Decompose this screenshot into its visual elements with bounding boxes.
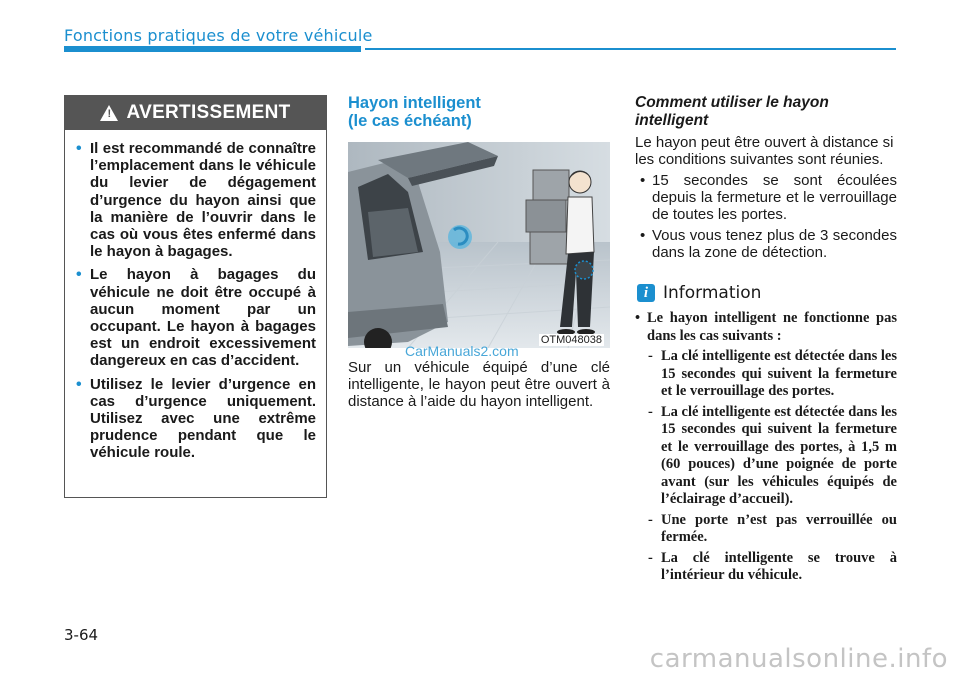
howto-title-line1: Comment utiliser le hayon <box>635 94 829 111</box>
howto-intro: Le hayon peut être ouvert à distance si les conditions suivantes sont réunies. <box>635 134 894 169</box>
howto-conditions-list <box>635 172 897 264</box>
info-title: Information <box>663 283 762 303</box>
info-cases-list <box>635 348 897 585</box>
info-case-item: - La clé intelligente est détectée dans les 15 secondes qui suivent la fermeture et le verrouillage des portes. <box>635 348 897 401</box>
section-title-line1: Hayon intelligent <box>348 94 481 112</box>
info-case-item: - La clé intelligente est détectée dans les 15 secondes qui suivent la fermeture et le verrouillage des portes, à 1,5 m (60 pouces) d’une poignée de porte avant (sur les véhicules équipés de l’éclairage d’accueil). <box>635 404 897 509</box>
info-case-item: - La clé intelligente se trouve à l’intérieur du véhicule. <box>635 550 897 585</box>
watermark-text: CarManuals2.com <box>405 343 519 359</box>
section-title-line2: (le cas échéant) <box>348 112 472 130</box>
header-rule-thin <box>365 48 896 50</box>
warning-item: • Utilisez le levier d’urgence en cas d’urgence uniquement. Utilisez avec une extrême prudence pendant que le véhicule roule. <box>75 376 316 462</box>
section-title <box>348 94 610 130</box>
warning-triangle-icon <box>100 105 118 121</box>
warning-box <box>64 95 327 498</box>
site-watermark: carmanualsonline.info <box>649 644 948 674</box>
info-main-point: • Le hayon intelligent ne fonctionne pas dans les cas suivants : <box>635 310 897 345</box>
warning-header <box>65 96 326 130</box>
info-body <box>635 310 897 588</box>
condition-item: • Vous vous tenez plus de 3 secondes dans la zone de détection. <box>635 227 897 261</box>
smart-tailgate-illustration <box>348 142 610 348</box>
header-rule-thick <box>64 46 361 52</box>
howto-title-line2: intelligent <box>635 111 709 129</box>
warning-item: • Le hayon à bagages du véhicule ne doit être occupé à aucun moment par un occupant. Le hayon à bagages est un endroit excessivement dangereux en cas d’accident. <box>75 266 316 369</box>
info-case-item: - Une porte n’est pas verrouillée ou fermée. <box>635 512 897 547</box>
info-icon: i <box>637 284 655 302</box>
image-code: OTM048038 <box>540 334 602 346</box>
info-header <box>637 283 761 303</box>
condition-item: • 15 secondes se sont écoulées depuis la fermeture et le verrouillage de toutes les portes. <box>635 172 897 224</box>
warning-list <box>65 130 326 462</box>
warning-title: AVERTISSEMENT <box>126 102 291 123</box>
tailgate-scene-svg <box>348 142 610 348</box>
howto-title <box>635 94 897 129</box>
warning-item: • Il est recommandé de connaître l’emplacement dans le véhicule du levier de dégagement d’urgence du hayon ainsi que la manière de l’ouvrir dans le cas où vous êtes enfermé dans le hayon à bagages. <box>75 140 316 260</box>
page-number: 3-64 <box>64 626 99 644</box>
page-header-title: Fonctions pratiques de votre véhicule <box>64 26 373 45</box>
section-body: Sur un véhicule équipé d’une clé intelligente, le hayon peut être ouvert à distance à l’aide du hayon intelligent. <box>348 359 610 411</box>
